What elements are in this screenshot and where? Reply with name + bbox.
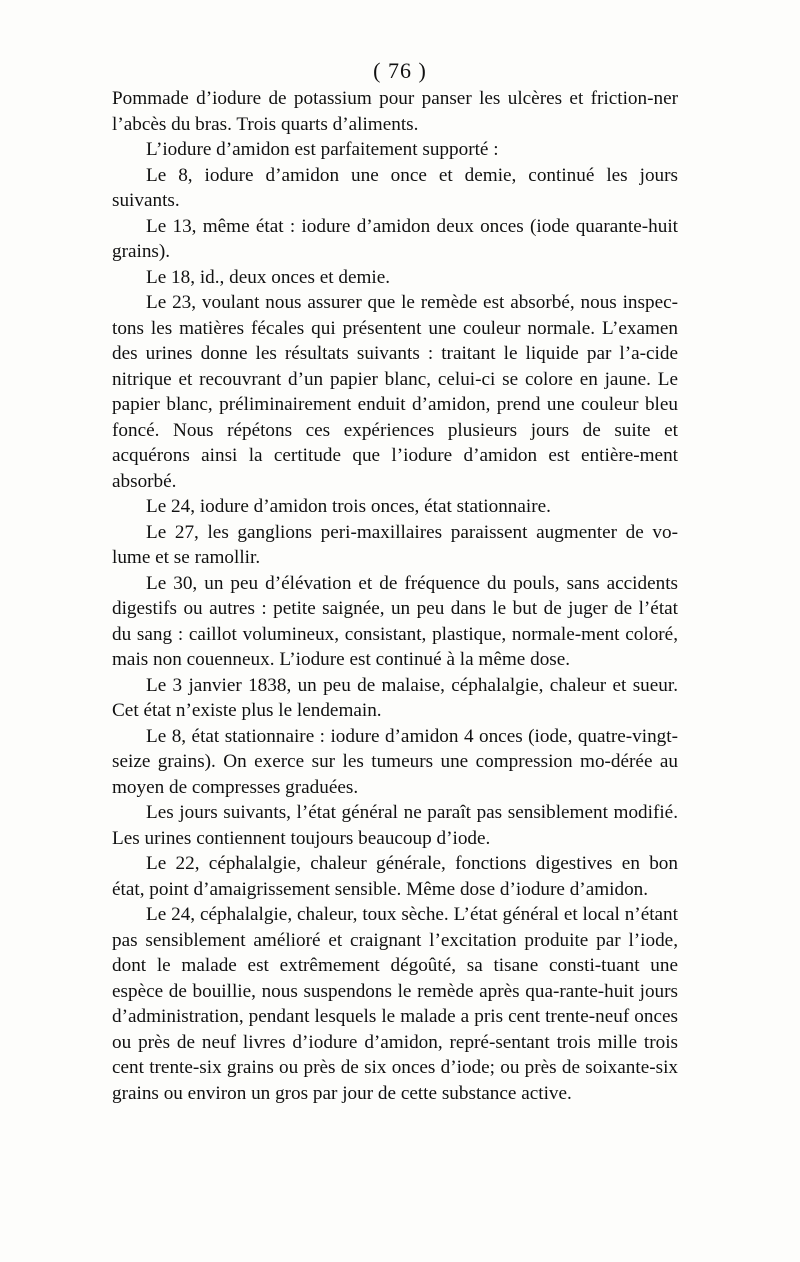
paragraph-1: Pommade d’iodure de potassium pour panser les ulcères et friction-ner l’abcès du bras. Trois quarts d’aliments. [112, 88, 678, 135]
page-number: ( 76 ) [373, 58, 427, 83]
paragraph-5: Le 18, id., deux onces et demie. [146, 266, 391, 288]
body-text [112, 86, 678, 1106]
paragraph-7: Le 24, iodure d’amidon trois onces, état stationnaire. [146, 496, 551, 517]
paragraph-10: Le 3 janvier 1838, un peu de malaise, céphalalgie, chaleur et sueur. Cet état n’existe plus le lendemain. [112, 674, 678, 721]
paragraph-4: Le 13, même état : iodure d’amidon deux onces (iode quarante-huit grains). [112, 215, 678, 262]
paragraph-8: Le 27, les ganglions peri-maxillaires paraissent augmenter de vo-lume et se ramollir. [112, 521, 678, 568]
paragraph-3: Le 8, iodure d’amidon une once et demie, continué les jours suivants. [112, 164, 678, 211]
paragraph-14: Le 24, céphalalgie, chaleur, toux sèche. L’état général et local n’étant pas sensiblement amélioré et craignant l’excitation produite par l’iode, dont le malade est extrêmement dégoûté, sa tisane consti-tuant une espèce de bouillie, nous suspendons le remède après qua-rante-huit jours d’administration, pendant lesquels le malade a pris cent trente-neuf onces ou près de neuf livres d’iodure d’amidon, repré-sentant trois mille trois cent trente-six grains ou près de six onces d’iode; ou près de soixante-six grains ou environ un gros par jour de cette substance active. [112, 904, 678, 1104]
paragraph-11: Le 8, état stationnaire : iodure d’amidon 4 onces (iode, quatre-vingt-seize grains). On exerce sur les tumeurs une compression mo-dérée au moyen de compresses graduées. [112, 725, 678, 798]
paragraph-9: Le 30, un peu d’élévation et de fréquence du pouls, sans accidents digestifs ou autres : petite saignée, un peu dans le but de juger de l’état du sang : caillot volumineux, consistant, plastique, normale-ment coloré, mais non couenneux. L’iodure est continué à la même dose. [112, 572, 678, 670]
paragraph-2: L’iodure d’amidon est parfaitement supporté : [146, 139, 499, 160]
paragraph-6: Le 23, voulant nous assurer que le remède est absorbé, nous inspec-tons les matières fécales qui présentent une couleur normale. L’examen des urines donne les résultats suivants : traitant le liquide par l’a-cide nitrique et recouvrant d’un papier blanc, celui-ci se colore en jaune. Le papier blanc, préliminairement enduit d’amidon, prend une couleur bleu foncé. Nous répétons ces expériences plusieurs jours de suite et acquérons ainsi la certitude que l’iodure d’amidon est entière-ment absorbé. [112, 292, 678, 492]
paragraph-13: Le 22, céphalalgie, chaleur générale, fonctions digestives en bon état, point d’amaigrissement sensible. Même dose d’iodure d’amidon. [112, 853, 678, 900]
paragraph-12: Les jours suivants, l’état général ne paraît pas sensiblement modifié. Les urines contiennent toujours beaucoup d’iode. [112, 802, 678, 849]
